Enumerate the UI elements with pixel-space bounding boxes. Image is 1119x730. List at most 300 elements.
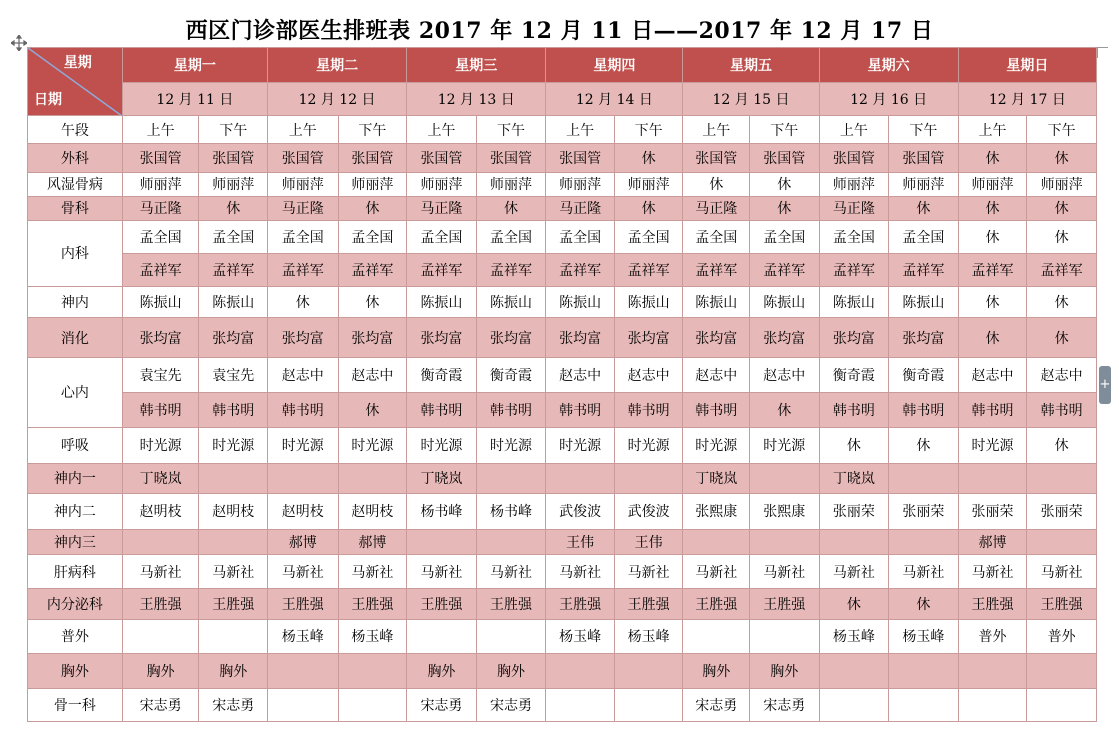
schedule-cell: 张丽荣 bbox=[1027, 493, 1097, 529]
schedule-cell: 陈振山 bbox=[889, 287, 959, 318]
schedule-cell: 时光源 bbox=[199, 427, 268, 463]
schedule-cell bbox=[1027, 530, 1097, 555]
schedule-cell: 孟祥军 bbox=[268, 253, 339, 286]
schedule-cell: 张国管 bbox=[546, 144, 615, 172]
schedule-cell: 孟全国 bbox=[749, 220, 819, 253]
corner-date-label: 日期 bbox=[34, 92, 62, 109]
pm-label: 下午 bbox=[749, 116, 819, 144]
pm-label: 下午 bbox=[1027, 116, 1097, 144]
schedule-cell: 时光源 bbox=[958, 427, 1027, 463]
schedule-cell: 王胜强 bbox=[476, 589, 546, 620]
schedule-cell: 马新社 bbox=[546, 555, 615, 589]
schedule-cell: 王胜强 bbox=[749, 589, 819, 620]
schedule-cell: 韩书明 bbox=[1027, 393, 1097, 427]
corner-weekday-label: 星期 bbox=[63, 55, 92, 71]
schedule-cell: 师丽萍 bbox=[122, 172, 199, 196]
weekday-header: 星期日 bbox=[958, 48, 1096, 83]
schedule-cell: 马正隆 bbox=[268, 196, 339, 220]
schedule-cell: 陈振山 bbox=[819, 287, 889, 318]
am-label: 上午 bbox=[546, 116, 615, 144]
schedule-cell: 孟全国 bbox=[122, 220, 199, 253]
schedule-cell bbox=[268, 688, 339, 721]
schedule-cell: 张国管 bbox=[338, 144, 407, 172]
schedule-cell: 王伟 bbox=[614, 530, 683, 555]
schedule-cell: 韩书明 bbox=[819, 393, 889, 427]
schedule-cell: 武俊波 bbox=[546, 493, 615, 529]
schedule-cell: 赵志中 bbox=[958, 358, 1027, 393]
am-label: 上午 bbox=[683, 116, 750, 144]
table-corner-mark bbox=[1097, 47, 1108, 58]
date-header: 12 月 11 日 bbox=[122, 83, 267, 116]
schedule-cell: 衡奇霞 bbox=[407, 358, 477, 393]
schedule-cell: 马正隆 bbox=[122, 196, 199, 220]
schedule-cell: 王胜强 bbox=[199, 589, 268, 620]
schedule-cell: 韩书明 bbox=[889, 393, 959, 427]
weekday-header: 星期五 bbox=[683, 48, 819, 83]
schedule-cell: 郝博 bbox=[268, 530, 339, 555]
schedule-cell: 陈振山 bbox=[683, 287, 750, 318]
schedule-cell: 休 bbox=[1027, 144, 1097, 172]
schedule-cell: 张均富 bbox=[199, 318, 268, 358]
schedule-cell: 武俊波 bbox=[614, 493, 683, 529]
pm-label: 下午 bbox=[614, 116, 683, 144]
schedule-cell: 普外 bbox=[1027, 620, 1097, 653]
schedule-cell: 陈振山 bbox=[199, 287, 268, 318]
schedule-cell: 陈振山 bbox=[749, 287, 819, 318]
schedule-cell bbox=[338, 653, 407, 688]
schedule-cell bbox=[476, 620, 546, 653]
schedule-cell bbox=[476, 530, 546, 555]
schedule-cell: 衡奇霞 bbox=[819, 358, 889, 393]
schedule-cell: 张国管 bbox=[889, 144, 959, 172]
schedule-cell: 孟祥军 bbox=[199, 253, 268, 286]
department-label: 神内一 bbox=[28, 463, 123, 493]
schedule-cell: 孟祥军 bbox=[407, 253, 477, 286]
schedule-cell: 休 bbox=[889, 196, 959, 220]
schedule-cell bbox=[122, 620, 199, 653]
schedule-cell bbox=[407, 530, 477, 555]
schedule-cell bbox=[958, 688, 1027, 721]
schedule-cell: 王胜强 bbox=[683, 589, 750, 620]
page-title: 西区门诊部医生排班表 2017 年 12 月 11 日——2017 年 12 月 17 日 bbox=[185, 18, 934, 44]
schedule-cell bbox=[199, 620, 268, 653]
schedule-cell: 师丽萍 bbox=[199, 172, 268, 196]
schedule-cell: 马新社 bbox=[958, 555, 1027, 589]
schedule-cell: 赵明枝 bbox=[268, 493, 339, 529]
schedule-cell: 赵志中 bbox=[268, 358, 339, 393]
department-label: 骨科 bbox=[28, 196, 123, 220]
schedule-cell: 张国管 bbox=[268, 144, 339, 172]
schedule-cell: 张丽荣 bbox=[819, 493, 889, 529]
department-label: 消化 bbox=[28, 318, 123, 358]
period-label: 午段 bbox=[28, 116, 123, 144]
schedule-cell: 张均富 bbox=[407, 318, 477, 358]
weekday-header: 星期二 bbox=[268, 48, 407, 83]
header-corner-cell bbox=[28, 48, 123, 116]
schedule-cell: 休 bbox=[614, 196, 683, 220]
schedule-cell: 韩书明 bbox=[476, 393, 546, 427]
schedule-cell: 杨玉峰 bbox=[614, 620, 683, 653]
schedule-cell: 张均富 bbox=[476, 318, 546, 358]
weekday-header: 星期三 bbox=[407, 48, 546, 83]
schedule-cell: 休 bbox=[268, 287, 339, 318]
schedule-cell: 休 bbox=[683, 172, 750, 196]
schedule-cell: 休 bbox=[1027, 220, 1097, 253]
schedule-cell bbox=[199, 530, 268, 555]
schedule-cell: 孟全国 bbox=[476, 220, 546, 253]
schedule-cell: 杨玉峰 bbox=[546, 620, 615, 653]
schedule-cell: 孟祥军 bbox=[476, 253, 546, 286]
schedule-cell: 宋志勇 bbox=[683, 688, 750, 721]
schedule-cell bbox=[546, 653, 615, 688]
schedule-cell: 衡奇霞 bbox=[889, 358, 959, 393]
date-header: 12 月 15 日 bbox=[683, 83, 819, 116]
date-header: 12 月 17 日 bbox=[958, 83, 1096, 116]
schedule-cell: 王胜强 bbox=[614, 589, 683, 620]
schedule-cell bbox=[1027, 688, 1097, 721]
schedule-cell: 马新社 bbox=[683, 555, 750, 589]
schedule-cell: 张国管 bbox=[476, 144, 546, 172]
schedule-cell: 杨玉峰 bbox=[268, 620, 339, 653]
schedule-cell: 马新社 bbox=[614, 555, 683, 589]
schedule-cell: 休 bbox=[958, 196, 1027, 220]
weekday-header: 星期一 bbox=[122, 48, 267, 83]
schedule-cell: 陈振山 bbox=[407, 287, 477, 318]
schedule-cell: 张均富 bbox=[889, 318, 959, 358]
department-label: 神内 bbox=[28, 287, 123, 318]
schedule-cell: 休 bbox=[614, 144, 683, 172]
schedule-cell: 宋志勇 bbox=[476, 688, 546, 721]
schedule-cell bbox=[614, 463, 683, 493]
schedule-cell: 师丽萍 bbox=[476, 172, 546, 196]
am-label: 上午 bbox=[407, 116, 477, 144]
schedule-cell: 师丽萍 bbox=[338, 172, 407, 196]
schedule-cell: 孟全国 bbox=[338, 220, 407, 253]
schedule-cell bbox=[614, 653, 683, 688]
schedule-cell: 休 bbox=[476, 196, 546, 220]
schedule-cell: 孟全国 bbox=[614, 220, 683, 253]
schedule-cell bbox=[819, 688, 889, 721]
am-label: 上午 bbox=[122, 116, 199, 144]
schedule-cell: 时光源 bbox=[683, 427, 750, 463]
schedule-cell: 休 bbox=[958, 287, 1027, 318]
schedule-cell: 师丽萍 bbox=[1027, 172, 1097, 196]
schedule-cell: 马新社 bbox=[122, 555, 199, 589]
schedule-cell: 张国管 bbox=[749, 144, 819, 172]
schedule-cell: 胸外 bbox=[407, 653, 477, 688]
schedule-cell: 杨玉峰 bbox=[889, 620, 959, 653]
schedule-cell: 孟全国 bbox=[683, 220, 750, 253]
schedule-cell: 韩书明 bbox=[958, 393, 1027, 427]
schedule-cell: 休 bbox=[889, 427, 959, 463]
schedule-cell bbox=[749, 530, 819, 555]
department-label: 肝病科 bbox=[28, 555, 123, 589]
schedule-cell bbox=[749, 463, 819, 493]
department-label: 神内二 bbox=[28, 493, 123, 529]
schedule-cell: 师丽萍 bbox=[546, 172, 615, 196]
schedule-cell: 张熙康 bbox=[683, 493, 750, 529]
schedule-cell: 赵志中 bbox=[683, 358, 750, 393]
schedule-cell: 杨玉峰 bbox=[338, 620, 407, 653]
schedule-cell: 师丽萍 bbox=[958, 172, 1027, 196]
schedule-cell: 休 bbox=[199, 196, 268, 220]
schedule-cell: 孟祥军 bbox=[749, 253, 819, 286]
schedule-cell: 胸外 bbox=[683, 653, 750, 688]
schedule-cell: 宋志勇 bbox=[407, 688, 477, 721]
schedule-cell: 马正隆 bbox=[683, 196, 750, 220]
pm-label: 下午 bbox=[476, 116, 546, 144]
schedule-cell: 休 bbox=[749, 172, 819, 196]
schedule-cell: 马新社 bbox=[199, 555, 268, 589]
schedule-cell: 韩书明 bbox=[683, 393, 750, 427]
am-label: 上午 bbox=[268, 116, 339, 144]
schedule-cell: 张熙康 bbox=[749, 493, 819, 529]
schedule-cell bbox=[889, 463, 959, 493]
schedule-cell bbox=[819, 530, 889, 555]
schedule-cell bbox=[958, 653, 1027, 688]
schedule-cell: 赵志中 bbox=[546, 358, 615, 393]
schedule-cell: 韩书明 bbox=[546, 393, 615, 427]
schedule-cell: 张丽荣 bbox=[889, 493, 959, 529]
schedule-cell: 杨书峰 bbox=[407, 493, 477, 529]
schedule-cell: 张均富 bbox=[122, 318, 199, 358]
schedule-cell bbox=[338, 463, 407, 493]
schedule-cell: 胸外 bbox=[749, 653, 819, 688]
schedule-cell: 陈振山 bbox=[546, 287, 615, 318]
schedule-cell: 孟全国 bbox=[268, 220, 339, 253]
schedule-cell: 休 bbox=[338, 287, 407, 318]
schedule-cell bbox=[268, 463, 339, 493]
schedule-cell: 丁晓岚 bbox=[819, 463, 889, 493]
schedule-cell: 袁宝先 bbox=[122, 358, 199, 393]
pm-label: 下午 bbox=[889, 116, 959, 144]
schedule-cell bbox=[889, 530, 959, 555]
department-label: 内分泌科 bbox=[28, 589, 123, 620]
schedule-cell: 赵明枝 bbox=[338, 493, 407, 529]
schedule-cell: 王胜强 bbox=[546, 589, 615, 620]
schedule-cell: 孟祥军 bbox=[683, 253, 750, 286]
schedule-cell: 孟全国 bbox=[546, 220, 615, 253]
schedule-cell: 孟全国 bbox=[407, 220, 477, 253]
department-label: 普外 bbox=[28, 620, 123, 653]
schedule-cell: 赵志中 bbox=[749, 358, 819, 393]
schedule-cell bbox=[819, 653, 889, 688]
department-label: 胸外 bbox=[28, 653, 123, 688]
schedule-cell: 赵志中 bbox=[1027, 358, 1097, 393]
schedule-cell: 休 bbox=[338, 196, 407, 220]
schedule-cell: 王胜强 bbox=[122, 589, 199, 620]
schedule-cell: 休 bbox=[819, 427, 889, 463]
schedule-cell: 张均富 bbox=[749, 318, 819, 358]
schedule-cell bbox=[546, 688, 615, 721]
schedule-cell bbox=[476, 463, 546, 493]
schedule-cell: 时光源 bbox=[122, 427, 199, 463]
schedule-cell: 陈振山 bbox=[122, 287, 199, 318]
schedule-cell: 休 bbox=[1027, 287, 1097, 318]
schedule-cell: 韩书明 bbox=[122, 393, 199, 427]
schedule-cell bbox=[407, 620, 477, 653]
schedule-cell: 郝博 bbox=[338, 530, 407, 555]
schedule-cell: 孟祥军 bbox=[122, 253, 199, 286]
schedule-cell: 孟祥军 bbox=[889, 253, 959, 286]
schedule-cell: 丁晓岚 bbox=[683, 463, 750, 493]
schedule-cell: 时光源 bbox=[476, 427, 546, 463]
schedule-cell: 休 bbox=[889, 589, 959, 620]
schedule-cell bbox=[1027, 653, 1097, 688]
schedule-cell: 赵志中 bbox=[338, 358, 407, 393]
schedule-cell: 张均富 bbox=[819, 318, 889, 358]
pm-label: 下午 bbox=[199, 116, 268, 144]
schedule-cell: 胸外 bbox=[199, 653, 268, 688]
schedule-cell: 孟祥军 bbox=[546, 253, 615, 286]
department-label: 心内 bbox=[28, 358, 123, 427]
schedule-cell: 宋志勇 bbox=[122, 688, 199, 721]
schedule-cell: 赵明枝 bbox=[122, 493, 199, 529]
date-header: 12 月 14 日 bbox=[546, 83, 683, 116]
schedule-cell: 马新社 bbox=[749, 555, 819, 589]
schedule-cell: 孟祥军 bbox=[338, 253, 407, 286]
department-label: 呼吸 bbox=[28, 427, 123, 463]
schedule-cell: 张均富 bbox=[683, 318, 750, 358]
schedule-cell: 张丽荣 bbox=[958, 493, 1027, 529]
date-header: 12 月 16 日 bbox=[819, 83, 958, 116]
schedule-cell: 马新社 bbox=[889, 555, 959, 589]
schedule-cell: 休 bbox=[958, 220, 1027, 253]
schedule-cell bbox=[958, 463, 1027, 493]
department-label: 神内三 bbox=[28, 530, 123, 555]
schedule-cell: 时光源 bbox=[338, 427, 407, 463]
department-label: 内科 bbox=[28, 220, 123, 286]
add-row-icon[interactable]: + bbox=[1099, 366, 1111, 404]
schedule-cell: 时光源 bbox=[407, 427, 477, 463]
schedule-cell: 休 bbox=[749, 196, 819, 220]
schedule-cell: 张均富 bbox=[546, 318, 615, 358]
schedule-cell: 张均富 bbox=[268, 318, 339, 358]
schedule-cell bbox=[683, 530, 750, 555]
schedule-cell bbox=[199, 463, 268, 493]
schedule-cell: 张国管 bbox=[819, 144, 889, 172]
schedule-cell bbox=[749, 620, 819, 653]
schedule-cell: 孟全国 bbox=[819, 220, 889, 253]
schedule-cell: 孟全国 bbox=[199, 220, 268, 253]
schedule-cell: 张国管 bbox=[122, 144, 199, 172]
schedule-cell: 师丽萍 bbox=[889, 172, 959, 196]
weekday-header: 星期六 bbox=[819, 48, 958, 83]
schedule-cell: 马正隆 bbox=[546, 196, 615, 220]
schedule-cell: 孟全国 bbox=[889, 220, 959, 253]
schedule-cell: 孟祥军 bbox=[1027, 253, 1097, 286]
schedule-cell: 宋志勇 bbox=[199, 688, 268, 721]
schedule-cell: 师丽萍 bbox=[614, 172, 683, 196]
date-header: 12 月 13 日 bbox=[407, 83, 546, 116]
schedule-cell: 师丽萍 bbox=[407, 172, 477, 196]
schedule-cell: 张国管 bbox=[407, 144, 477, 172]
schedule-cell bbox=[889, 653, 959, 688]
schedule-cell bbox=[614, 688, 683, 721]
am-label: 上午 bbox=[958, 116, 1027, 144]
schedule-cell: 陈振山 bbox=[476, 287, 546, 318]
schedule-table bbox=[27, 47, 1097, 722]
schedule-cell bbox=[889, 688, 959, 721]
schedule-cell: 休 bbox=[958, 318, 1027, 358]
schedule-cell: 孟祥军 bbox=[614, 253, 683, 286]
schedule-cell: 马新社 bbox=[819, 555, 889, 589]
schedule-cell: 休 bbox=[819, 589, 889, 620]
schedule-cell: 衡奇霞 bbox=[476, 358, 546, 393]
pm-label: 下午 bbox=[338, 116, 407, 144]
schedule-cell: 杨书峰 bbox=[476, 493, 546, 529]
am-label: 上午 bbox=[819, 116, 889, 144]
schedule-cell: 孟祥军 bbox=[958, 253, 1027, 286]
schedule-cell: 赵明枝 bbox=[199, 493, 268, 529]
department-label: 骨一科 bbox=[28, 688, 123, 721]
department-label: 外科 bbox=[28, 144, 123, 172]
schedule-cell: 杨玉峰 bbox=[819, 620, 889, 653]
schedule-cell: 师丽萍 bbox=[268, 172, 339, 196]
schedule-cell: 胸外 bbox=[122, 653, 199, 688]
schedule-cell: 马新社 bbox=[407, 555, 477, 589]
schedule-cell: 王胜强 bbox=[958, 589, 1027, 620]
schedule-cell: 王伟 bbox=[546, 530, 615, 555]
schedule-cell: 张国管 bbox=[199, 144, 268, 172]
schedule-cell: 休 bbox=[338, 393, 407, 427]
weekday-header: 星期四 bbox=[546, 48, 683, 83]
schedule-cell: 师丽萍 bbox=[819, 172, 889, 196]
schedule-cell: 王胜强 bbox=[407, 589, 477, 620]
schedule-cell: 袁宝先 bbox=[199, 358, 268, 393]
schedule-cell: 张均富 bbox=[614, 318, 683, 358]
schedule-cell: 马正隆 bbox=[819, 196, 889, 220]
schedule-cell: 休 bbox=[1027, 318, 1097, 358]
schedule-cell: 马新社 bbox=[338, 555, 407, 589]
schedule-cell: 王胜强 bbox=[1027, 589, 1097, 620]
schedule-cell: 韩书明 bbox=[614, 393, 683, 427]
schedule-cell: 时光源 bbox=[546, 427, 615, 463]
schedule-cell: 郝博 bbox=[958, 530, 1027, 555]
schedule-cell: 马新社 bbox=[1027, 555, 1097, 589]
schedule-cell: 丁晓岚 bbox=[407, 463, 477, 493]
schedule-cell: 韩书明 bbox=[268, 393, 339, 427]
schedule-cell: 休 bbox=[1027, 427, 1097, 463]
schedule-cell: 韩书明 bbox=[407, 393, 477, 427]
schedule-cell: 王胜强 bbox=[338, 589, 407, 620]
schedule-cell: 张国管 bbox=[683, 144, 750, 172]
schedule-cell: 胸外 bbox=[476, 653, 546, 688]
schedule-cell: 休 bbox=[749, 393, 819, 427]
schedule-cell: 孟祥军 bbox=[819, 253, 889, 286]
schedule-cell: 马新社 bbox=[476, 555, 546, 589]
schedule-cell bbox=[338, 688, 407, 721]
schedule-cell: 陈振山 bbox=[614, 287, 683, 318]
schedule-cell: 时光源 bbox=[749, 427, 819, 463]
schedule-cell: 休 bbox=[1027, 196, 1097, 220]
schedule-cell bbox=[268, 653, 339, 688]
schedule-cell bbox=[1027, 463, 1097, 493]
move-handle-icon[interactable] bbox=[11, 35, 27, 51]
schedule-cell: 时光源 bbox=[614, 427, 683, 463]
schedule-cell: 马新社 bbox=[268, 555, 339, 589]
department-label: 风湿骨病 bbox=[28, 172, 123, 196]
schedule-cell: 丁晓岚 bbox=[122, 463, 199, 493]
schedule-cell: 韩书明 bbox=[199, 393, 268, 427]
schedule-cell: 宋志勇 bbox=[749, 688, 819, 721]
schedule-cell: 休 bbox=[958, 144, 1027, 172]
schedule-cell: 时光源 bbox=[268, 427, 339, 463]
schedule-cell: 张均富 bbox=[338, 318, 407, 358]
schedule-cell: 马正隆 bbox=[407, 196, 477, 220]
schedule-cell: 赵志中 bbox=[614, 358, 683, 393]
date-header: 12 月 12 日 bbox=[268, 83, 407, 116]
